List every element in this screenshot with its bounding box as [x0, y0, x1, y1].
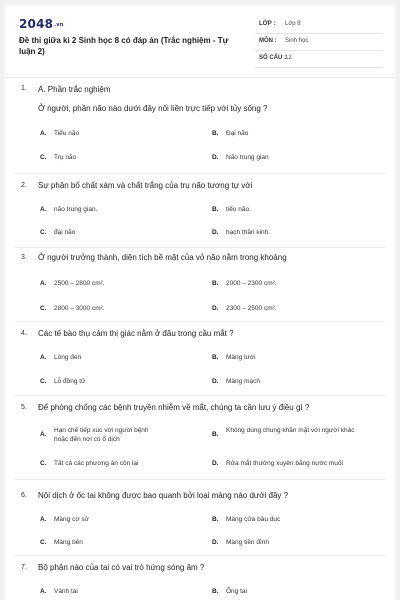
option-letter: A.: [40, 130, 47, 137]
option-letter: D.: [212, 539, 219, 546]
divider: [15, 395, 385, 396]
section-heading: A. Phần trắc nghiệm: [38, 85, 111, 94]
exam-meta: [255, 17, 383, 68]
question-text: Bộ phận nào của tai có vai trò hứng sóng âm ?: [38, 563, 205, 572]
question-text: Sự phân bố chất xám và chất trắng của trụ não tương tự với: [38, 181, 253, 190]
question-number: 2.: [21, 182, 27, 189]
option-letter: C.: [40, 460, 47, 467]
option-letter: D.: [212, 154, 219, 161]
option-text: đại não: [54, 229, 76, 236]
option-text: Lỗ đồng tử: [54, 378, 86, 385]
option-text: Màng cơ sở: [54, 516, 89, 523]
option-text: Tất cả các phương án còn lại: [54, 460, 139, 467]
option-text: Lòng đen: [54, 354, 82, 361]
question-number: 1.: [21, 85, 27, 92]
option-text: Màng bên: [54, 539, 83, 546]
option-letter: C.: [40, 378, 47, 385]
option-text: não trung gian.: [54, 206, 98, 213]
option-text: Màng mạch: [226, 378, 260, 385]
option-text: 2000 – 2300 cm².: [226, 280, 277, 287]
meta-label: LỚP :: [259, 21, 276, 27]
meta-value: Sinh học: [285, 38, 309, 44]
site-logo[interactable]: [19, 17, 64, 31]
option-text: Rửa mắt thường xuyên bằng nước muối: [226, 460, 343, 467]
divider: [15, 173, 385, 174]
option-text: Ống tai: [226, 588, 247, 595]
option-text: 2300 – 2500 cm².: [226, 305, 277, 312]
question-text: Ở người trưởng thành, diện tích bề mặt của vỏ não nằm trong khoảng: [38, 253, 287, 262]
option-letter: D.: [212, 229, 219, 236]
question-number: 7.: [21, 564, 27, 571]
question-number: 4.: [21, 330, 27, 337]
option-text: hạch thần kinh.: [226, 229, 271, 236]
option-letter: C.: [40, 229, 47, 236]
option-letter: A.: [40, 206, 47, 213]
exam-page: [5, 5, 395, 600]
question-number: 5.: [21, 404, 27, 411]
question-text: Để phòng chống các bệnh truyền nhiễm về mắt, chúng ta cần lưu ý điều gì ?: [38, 403, 310, 412]
option-text: Màng cửa bầu dục: [226, 516, 281, 523]
question-number: 3.: [21, 254, 27, 261]
option-letter: D.: [212, 460, 219, 467]
option-text: Màng lưới: [226, 354, 256, 361]
meta-row-count: [255, 51, 383, 68]
meta-value: 12: [285, 55, 292, 61]
option-letter: C.: [40, 539, 47, 546]
meta-row-class: [255, 17, 383, 34]
option-letter: D.: [212, 305, 219, 312]
option-letter: A.: [40, 431, 47, 438]
option-letter: D.: [212, 378, 219, 385]
logo-text: 2048: [19, 17, 54, 31]
option-letter: B.: [212, 130, 219, 137]
meta-value: Lớp 8: [285, 21, 301, 27]
question-text: Ở người, phần não nào dưới đây nối liền trực tiếp với tủy sống ?: [38, 104, 268, 113]
option-text: 2500 – 2800 cm².: [54, 280, 105, 287]
option-letter: B.: [212, 280, 219, 287]
meta-row-subject: [255, 34, 383, 51]
option-letter: A.: [40, 516, 47, 523]
exam-title: Đề thi giữa kì 2 Sinh học 8 có đáp án (Trắc nghiệm - Tự luận 2): [19, 36, 229, 56]
divider: [15, 479, 385, 480]
option-text: Hạn chế tiếp xúc với người bệnh hoặc đến nơi có ổ dịch: [54, 427, 149, 443]
option-text: Màng tiền đình: [226, 539, 270, 546]
option-letter: B.: [212, 588, 219, 595]
option-letter: C.: [40, 154, 47, 161]
question-text: Các tế bào thụ cảm thị giác nằm ở đâu trong cầu mắt ?: [38, 329, 234, 338]
option-letter: A.: [40, 280, 47, 287]
option-text: Không dùng chung khăn mặt với người khác: [226, 427, 355, 434]
logo-suffix: .vn: [54, 21, 64, 28]
meta-label: MÔN :: [259, 38, 277, 44]
option-letter: B.: [212, 206, 219, 213]
option-letter: C.: [40, 305, 47, 312]
exam-header: [5, 5, 395, 78]
question-number: 6.: [21, 492, 27, 499]
option-text: tiểu não.: [226, 206, 251, 213]
divider: [15, 555, 385, 556]
option-text: Tiểu não: [54, 130, 80, 137]
option-letter: B.: [212, 516, 219, 523]
divider: [15, 247, 385, 248]
option-text: 2800 – 3000 cm².: [54, 305, 105, 312]
meta-label: SỐ CÂU :: [259, 55, 286, 61]
option-text: Đại não: [226, 130, 249, 137]
option-text: Vành tai: [54, 588, 78, 595]
option-text: Trụ não: [54, 154, 77, 161]
divider: [15, 321, 385, 322]
option-letter: B.: [212, 431, 219, 438]
option-letter: B.: [212, 354, 219, 361]
option-letter: A.: [40, 588, 47, 595]
option-letter: A.: [40, 354, 47, 361]
option-text: Não trung gian: [226, 154, 269, 161]
question-text: Nội dịch ở ốc tai không được bao quanh bởi loại màng nào dưới đây ?: [38, 491, 289, 500]
